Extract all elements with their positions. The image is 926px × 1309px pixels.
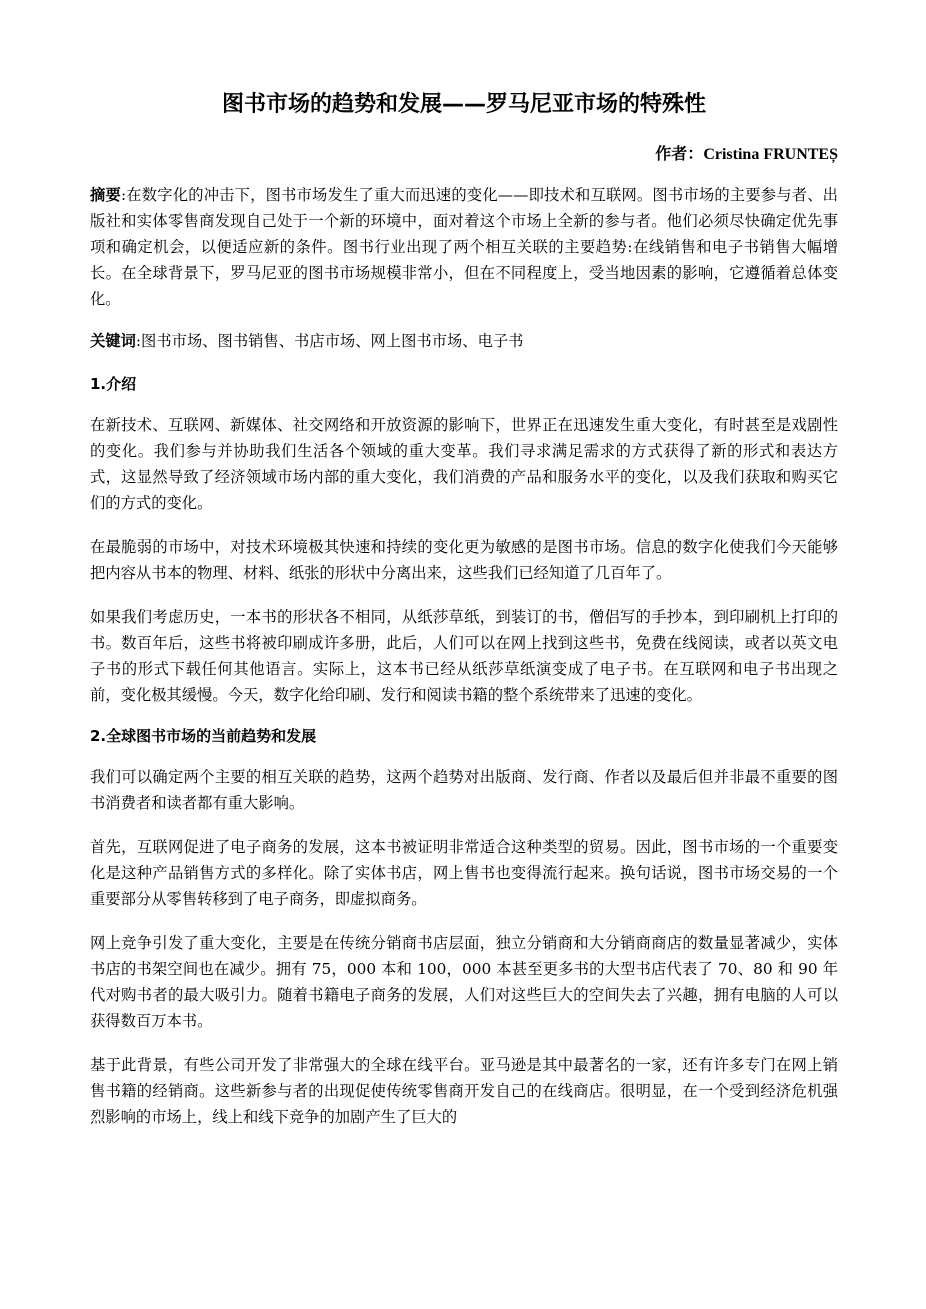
page-title: 图书市场的趋势和发展——罗马尼亚市场的特殊性	[221, 92, 706, 117]
author-line	[90, 143, 838, 166]
keywords-paragraph	[90, 328, 838, 354]
body-paragraph: 首先，互联网促进了电子商务的发展，这本书被证明非常适合这种类型的贸易。因此，图书市场的一个重要变化是这种产品销售方式的多样化。除了实体书店，网上售书也变得流行起来。换句话说，图书市场交易的一个重要部分从零售转移到了电子商务，即虚拟商务。	[90, 838, 838, 908]
author-name: Cristina FRUNTEȘ	[703, 146, 838, 163]
body-paragraph: 基于此背景，有些公司开发了非常强大的全球在线平台。亚马逊是其中最著名的一家，还有许多专门在网上销售书籍的经销商。这些新参与者的出现促使传统零售商开发自己的在线商店。很明显，在一个受到经济危机强烈影响的市场上，线上和线下竞争的加剧产生了巨大的	[90, 1056, 838, 1126]
keywords-label: 关键词	[90, 332, 136, 350]
section-heading-introduction: 1.介绍	[90, 375, 137, 393]
body-paragraph: 在最脆弱的市场中，对技术环境极其快速和持续的变化更为敏感的是图书市场。信息的数字化使我们今天能够把内容从书本的物理、材料、纸张的形状中分离出来，这些我们已经知道了几百年了。	[90, 538, 838, 582]
body-paragraph: 网上竞争引发了重大变化，主要是在传统分销商书店层面，独立分销商和大分销商商店的数量显著减少，实体书店的书架空间也在减少。拥有 75，000 本和 100，000 本甚至更多书的大型书店代表了 70、80 和 90 年代对购书者的最大吸引力。随着书籍电子商务的发展，人们对这些巨大的空间失去了兴趣，拥有电脑的人可以获得数百万本书。	[90, 934, 838, 1030]
document-body	[90, 88, 838, 1130]
abstract-label: 摘要	[90, 186, 121, 204]
body-paragraph: 在新技术、互联网、新媒体、社交网络和开放资源的影响下，世界正在迅速发生重大变化，有时甚至是戏剧性的变化。我们参与并协助我们生活各个领域的重大变革。我们寻求满足需求的方式获得了新的形式和表达方式，这显然导致了经济领域市场内部的重大变化，我们消费的产品和服务水平的变化，以及我们获取和购买它们的方式的变化。	[90, 416, 838, 512]
section-heading-trends: 2.全球图书市场的当前趋势和发展	[90, 727, 317, 745]
author-label: 作者：	[655, 144, 704, 163]
body-paragraph: 我们可以确定两个主要的相互关联的趋势，这两个趋势对出版商、发行商、作者以及最后但并非最不重要的图书消费者和读者都有重大影响。	[90, 768, 838, 812]
abstract-paragraph	[90, 182, 838, 312]
body-paragraph: 如果我们考虑历史，一本书的形状各不相同，从纸莎草纸，到装订的书，僧侣写的手抄本，到印刷机上打印的书。数百年后，这些书将被印刷成许多册，此后，人们可以在网上找到这些书，免费在线阅读，或者以英文电子书的形式下载任何其他语言。实际上，这本书已经从纸莎草纸演变成了电子书。在互联网和电子书出现之前，变化极其缓慢。今天，数字化给印刷、发行和阅读书籍的整个系统带来了迅速的变化。	[90, 608, 838, 704]
abstract-text: :在数字化的冲击下，图书市场发生了重大而迅速的变化——即技术和互联网。图书市场的主要参与者、出版社和实体零售商发现自己处于一个新的环境中，面对着这个市场上全新的参与者。他们必须尽快确定优先事项和确定机会，以便适应新的条件。图书行业出现了两个相互关联的主要趋势:在线销售和电子书销售大幅增长。在全球背景下，罗马尼亚的图书市场规模非常小，但在不同程度上，受当地因素的影响，它遵循着总体变化。	[90, 186, 838, 308]
keywords-text: :图书市场、图书销售、书店市场、网上图书市场、电子书	[135, 332, 524, 350]
